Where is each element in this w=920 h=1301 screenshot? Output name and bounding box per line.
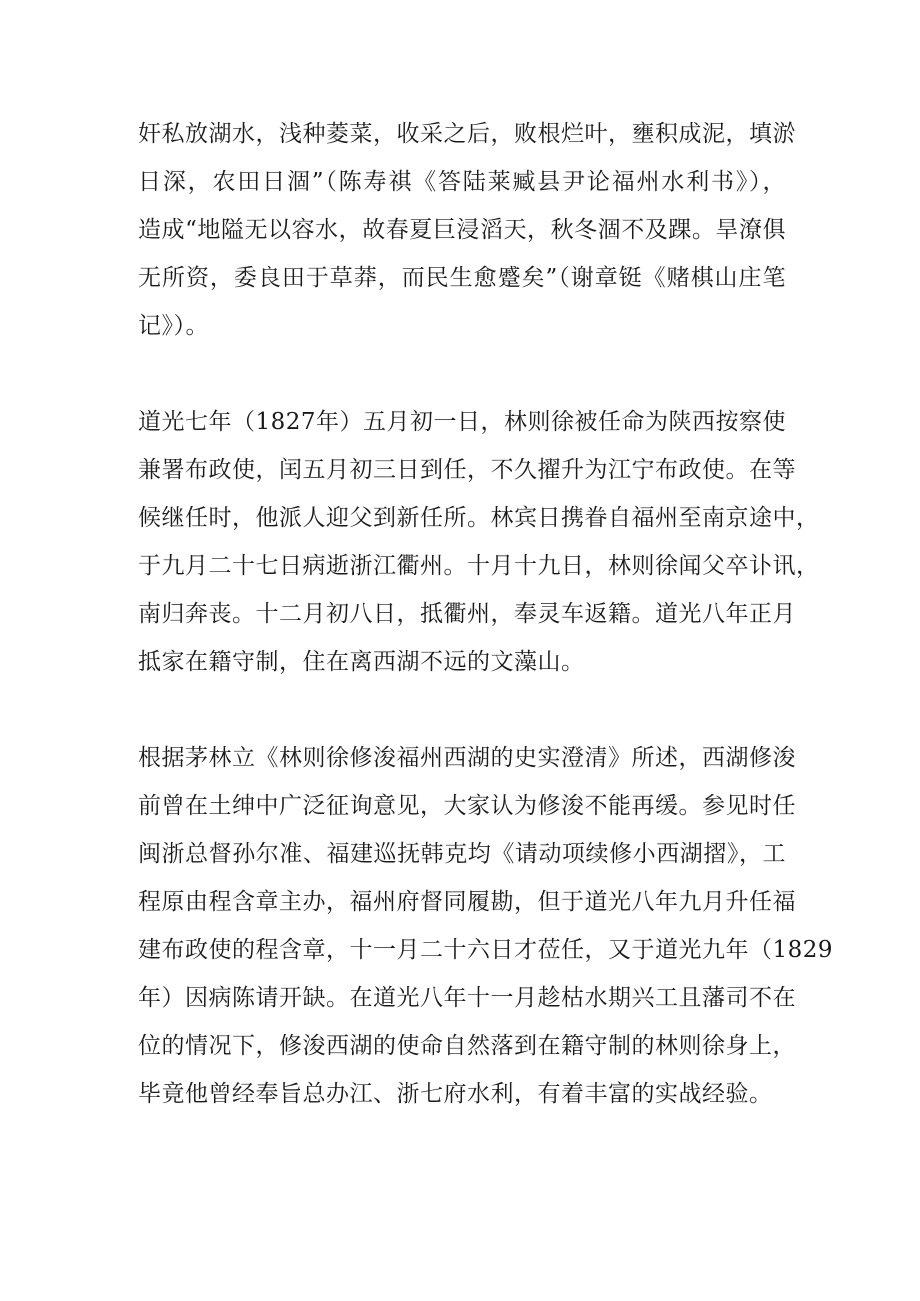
text-line: 程原由程含章主办，福州府督同履勘，但于道光八年九月升任福 [138,889,796,915]
text-line: 毕竟他曾经奉旨总办江、浙七府水利，有着丰富的实战经验。 [138,1081,773,1107]
paragraph-3 [138,734,834,1118]
text-line: 根据茅林立《林则徐修浚福州西湖的史实澄清》所述，西湖修浚 [138,745,796,771]
text-line: 建布政使的程含章，十一月二十六日才莅任，又于道光九年（1829 [138,937,834,963]
text-line: 候继任时，他派人迎父到新任所。林宾日携眷自福州至南京途中， [138,505,820,531]
text-line: 位的情况下，修浚西湖的使命自然落到在籍守制的林则徐身上， [138,1033,796,1059]
text-line: 无所资，委良田于草莽，而民生愈蹙矣”（谢章铤《赌棋山庄笔 [138,265,786,291]
text-line: 年）因病陈请开缺。在道光八年十一月趁枯水期兴工且藩司不在 [138,985,796,1011]
text-line: 抵家在籍守制，住在离西湖不远的文藻山。 [138,649,585,675]
text-line: 日深，农田日涸”（陈寿祺《答陆莱臧县尹论福州水利书》）， [138,169,786,195]
text-line: 记》）。 [138,313,209,339]
text-line: 兼署布政使，闰五月初三日到任，不久擢升为江宁布政使。在等 [138,457,796,483]
text-line: 于九月二十七日病逝浙江衢州。十月十九日，林则徐闻父卒讣讯， [138,553,820,579]
text-line: 造成“地隘无以容水，故春夏巨浸滔天，秋冬涸不及踝。旱潦俱 [138,217,786,243]
paragraph-1 [138,110,796,350]
text-line: 前曾在土绅中广泛征询意见，大家认为修浚不能再缓。参见时任 [138,793,796,819]
text-line: 奸私放湖水，浅种菱菜，收采之后，败根烂叶，壅积成泥，填淤 [138,121,796,147]
paragraph-2 [138,398,820,686]
text-line: 道光七年（1827年）五月初一日，林则徐被任命为陕西按察使 [138,409,787,435]
text-line: 闽浙总督孙尔准、福建巡抚韩克均《请动项续修小西湖摺》，工 [138,841,786,867]
text-line: 南归奔丧。十二月初八日，抵衢州，奉灵车返籍。道光八年正月 [138,601,796,627]
